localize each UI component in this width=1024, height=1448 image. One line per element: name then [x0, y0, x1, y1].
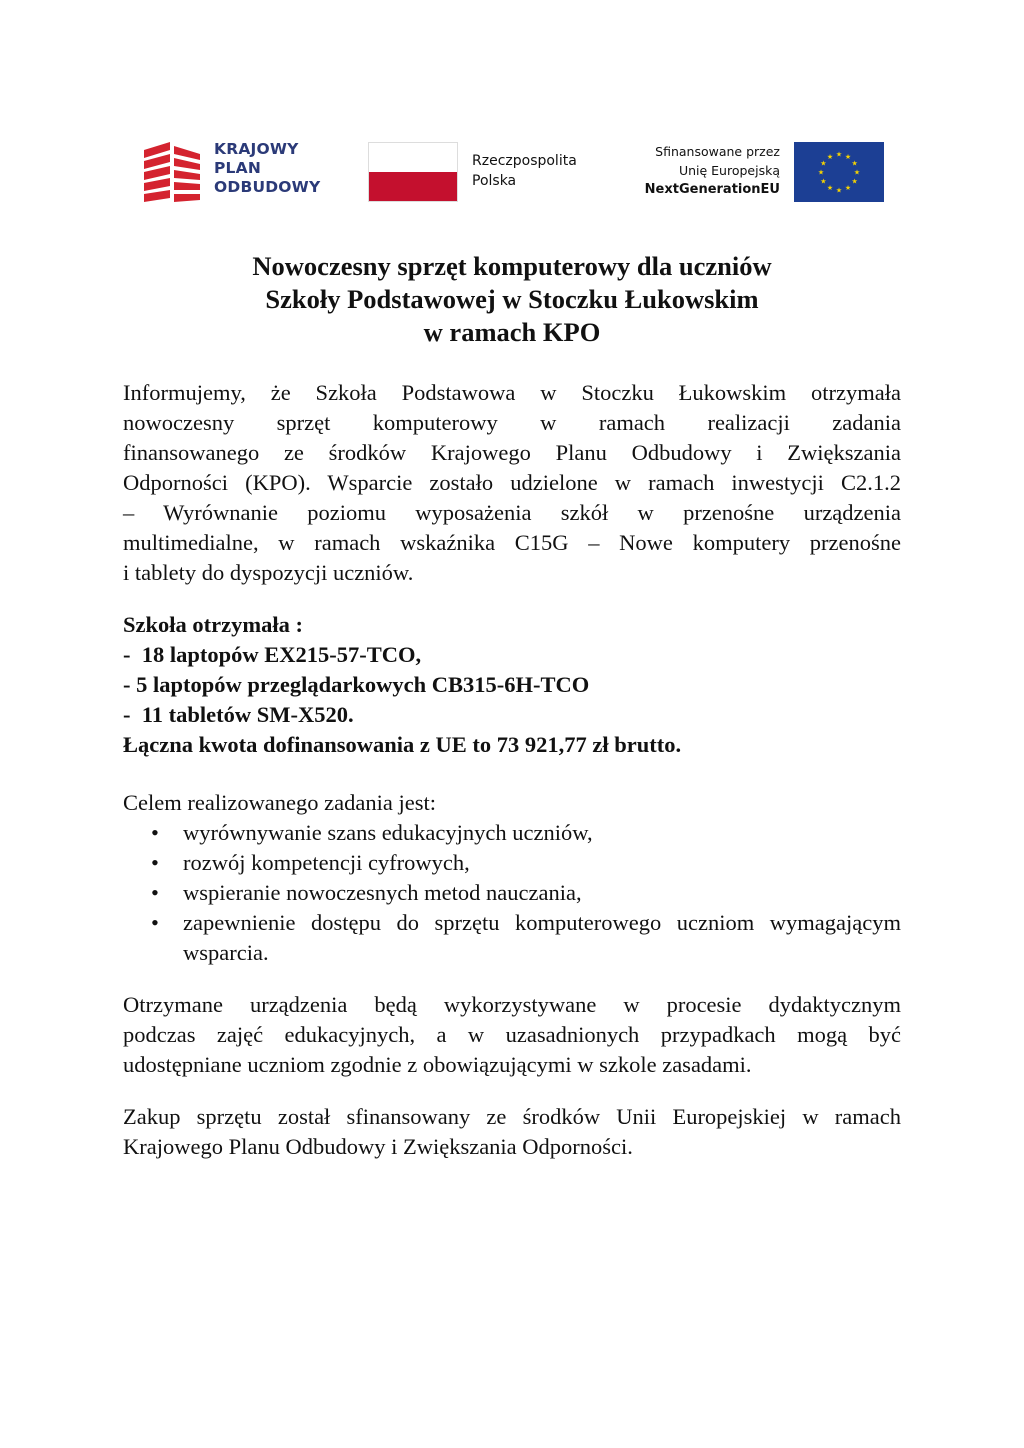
bullet-icon: • [151, 820, 159, 845]
eu-logo-text [600, 142, 780, 199]
eu-star-icon: ★ [835, 186, 843, 195]
list-item [123, 908, 901, 968]
goal-text: rozwój kompetencji cyfrowych, [183, 850, 470, 875]
equipment-item: - 5 laptopów przeglądarkowych CB315-6H-TCO [123, 672, 590, 697]
text-line: Krajowego Planu Odbudowy i Zwiększania Odporności. [123, 1134, 633, 1159]
eu-star-icon: ★ [820, 159, 827, 168]
eu-star-icon: ★ [817, 168, 825, 177]
kpo-logo-text [214, 140, 320, 197]
list-item [123, 818, 901, 848]
eu-star-icon: ★ [844, 152, 852, 161]
equipment-item: - 11 tabletów SM-X520. [123, 702, 354, 727]
text-line: finansowanego ze środków Krajowego Planu Odbudowy i Zwiększania [123, 440, 901, 465]
text-line: udostępniane uczniom zgodnie z obowiązującymi w szkole zasadami. [123, 1052, 752, 1077]
polish-flag-icon [368, 142, 458, 202]
eu-star-icon: ★ [851, 177, 858, 186]
kpo-line: PLAN [214, 159, 262, 177]
list-item [123, 848, 901, 878]
goal-text: wyrównywanie szans edukacyjnych uczniów, [183, 820, 593, 845]
bullet-icon: • [151, 910, 159, 935]
kpo-logo [144, 140, 344, 206]
eu-star-icon: ★ [853, 168, 861, 177]
page-title [0, 250, 1024, 349]
eu-star-icon: ★ [826, 152, 834, 161]
goals-heading: Celem realizowanego zadania jest: [123, 790, 436, 815]
eu-star-icon: ★ [820, 177, 827, 186]
text-line: multimedialne, w ramach wskaźnika C15G – Nowe komputery przenośne [123, 530, 901, 555]
equipment-item: - 18 laptopów EX215-57-TCO, [123, 642, 422, 667]
funding-total: Łączna kwota dofinansowania z UE to 73 921,77 zł brutto. [123, 732, 682, 757]
text-line: podczas zajęć edukacyjnych, a w uzasadnionych przypadkach mogą być [123, 1022, 901, 1047]
eu-flag-icon [794, 142, 884, 202]
eu-star-icon: ★ [844, 184, 852, 193]
bullet-icon: • [151, 880, 159, 905]
text-line: Informujemy, że Szkoła Podstawowa w Stoczku Łukowskim otrzymała [123, 380, 901, 405]
eu-line: Unię Europejską [678, 163, 780, 178]
text-line: Zakup sprzętu został sfinansowany ze środków Unii Europejskiej w ramach [123, 1104, 901, 1129]
rp-line: Rzeczpospolita [472, 153, 577, 169]
logo-bar [140, 140, 890, 206]
kpo-line: ODBUDOWY [214, 178, 321, 196]
usage-paragraph [123, 990, 901, 1080]
funding-paragraph [123, 1102, 901, 1162]
text-line: i tablety do dyspozycji uczniów. [123, 560, 414, 585]
list-item [123, 878, 901, 908]
goals-list [123, 818, 901, 968]
rp-line: Polska [472, 173, 517, 189]
intro-paragraph [123, 378, 901, 588]
eu-line: Sfinansowane przez [655, 144, 780, 159]
kpo-emblem-icon [144, 142, 200, 202]
received-equipment [123, 610, 901, 760]
title-line: w ramach KPO [423, 317, 601, 347]
eu-star-icon: ★ [851, 159, 858, 168]
kpo-line: KRAJOWY [214, 140, 299, 158]
received-heading: Szkoła otrzymała : [123, 612, 303, 637]
title-line: Szkoły Podstawowej w Stoczku Łukowskim [265, 284, 759, 314]
eu-line: NextGenerationEU [644, 182, 780, 197]
eu-star-icon: ★ [835, 150, 843, 159]
rp-logo-text [472, 151, 577, 191]
text-line: nowoczesny sprzęt komputerowy w ramach realizacji zadania [123, 410, 901, 435]
bullet-icon: • [151, 850, 159, 875]
eu-star-icon: ★ [826, 184, 834, 193]
goals-section [123, 788, 901, 968]
goal-text: zapewnienie dostępu do sprzętu komputerowego uczniom wymagającym wsparcia. [183, 910, 901, 965]
text-line: Odporności (KPO). Wsparcie zostało udzielone w ramach inwestycji C2.1.2 [123, 470, 901, 495]
text-line: – Wyrównanie poziomu wyposażenia szkół w przenośne urządzenia [123, 500, 901, 525]
goal-text: wspieranie nowoczesnych metod nauczania, [183, 880, 582, 905]
title-line: Nowoczesny sprzęt komputerowy dla uczniów [252, 251, 772, 281]
text-line: Otrzymane urządzenia będą wykorzystywane w procesie dydaktycznym [123, 992, 901, 1017]
